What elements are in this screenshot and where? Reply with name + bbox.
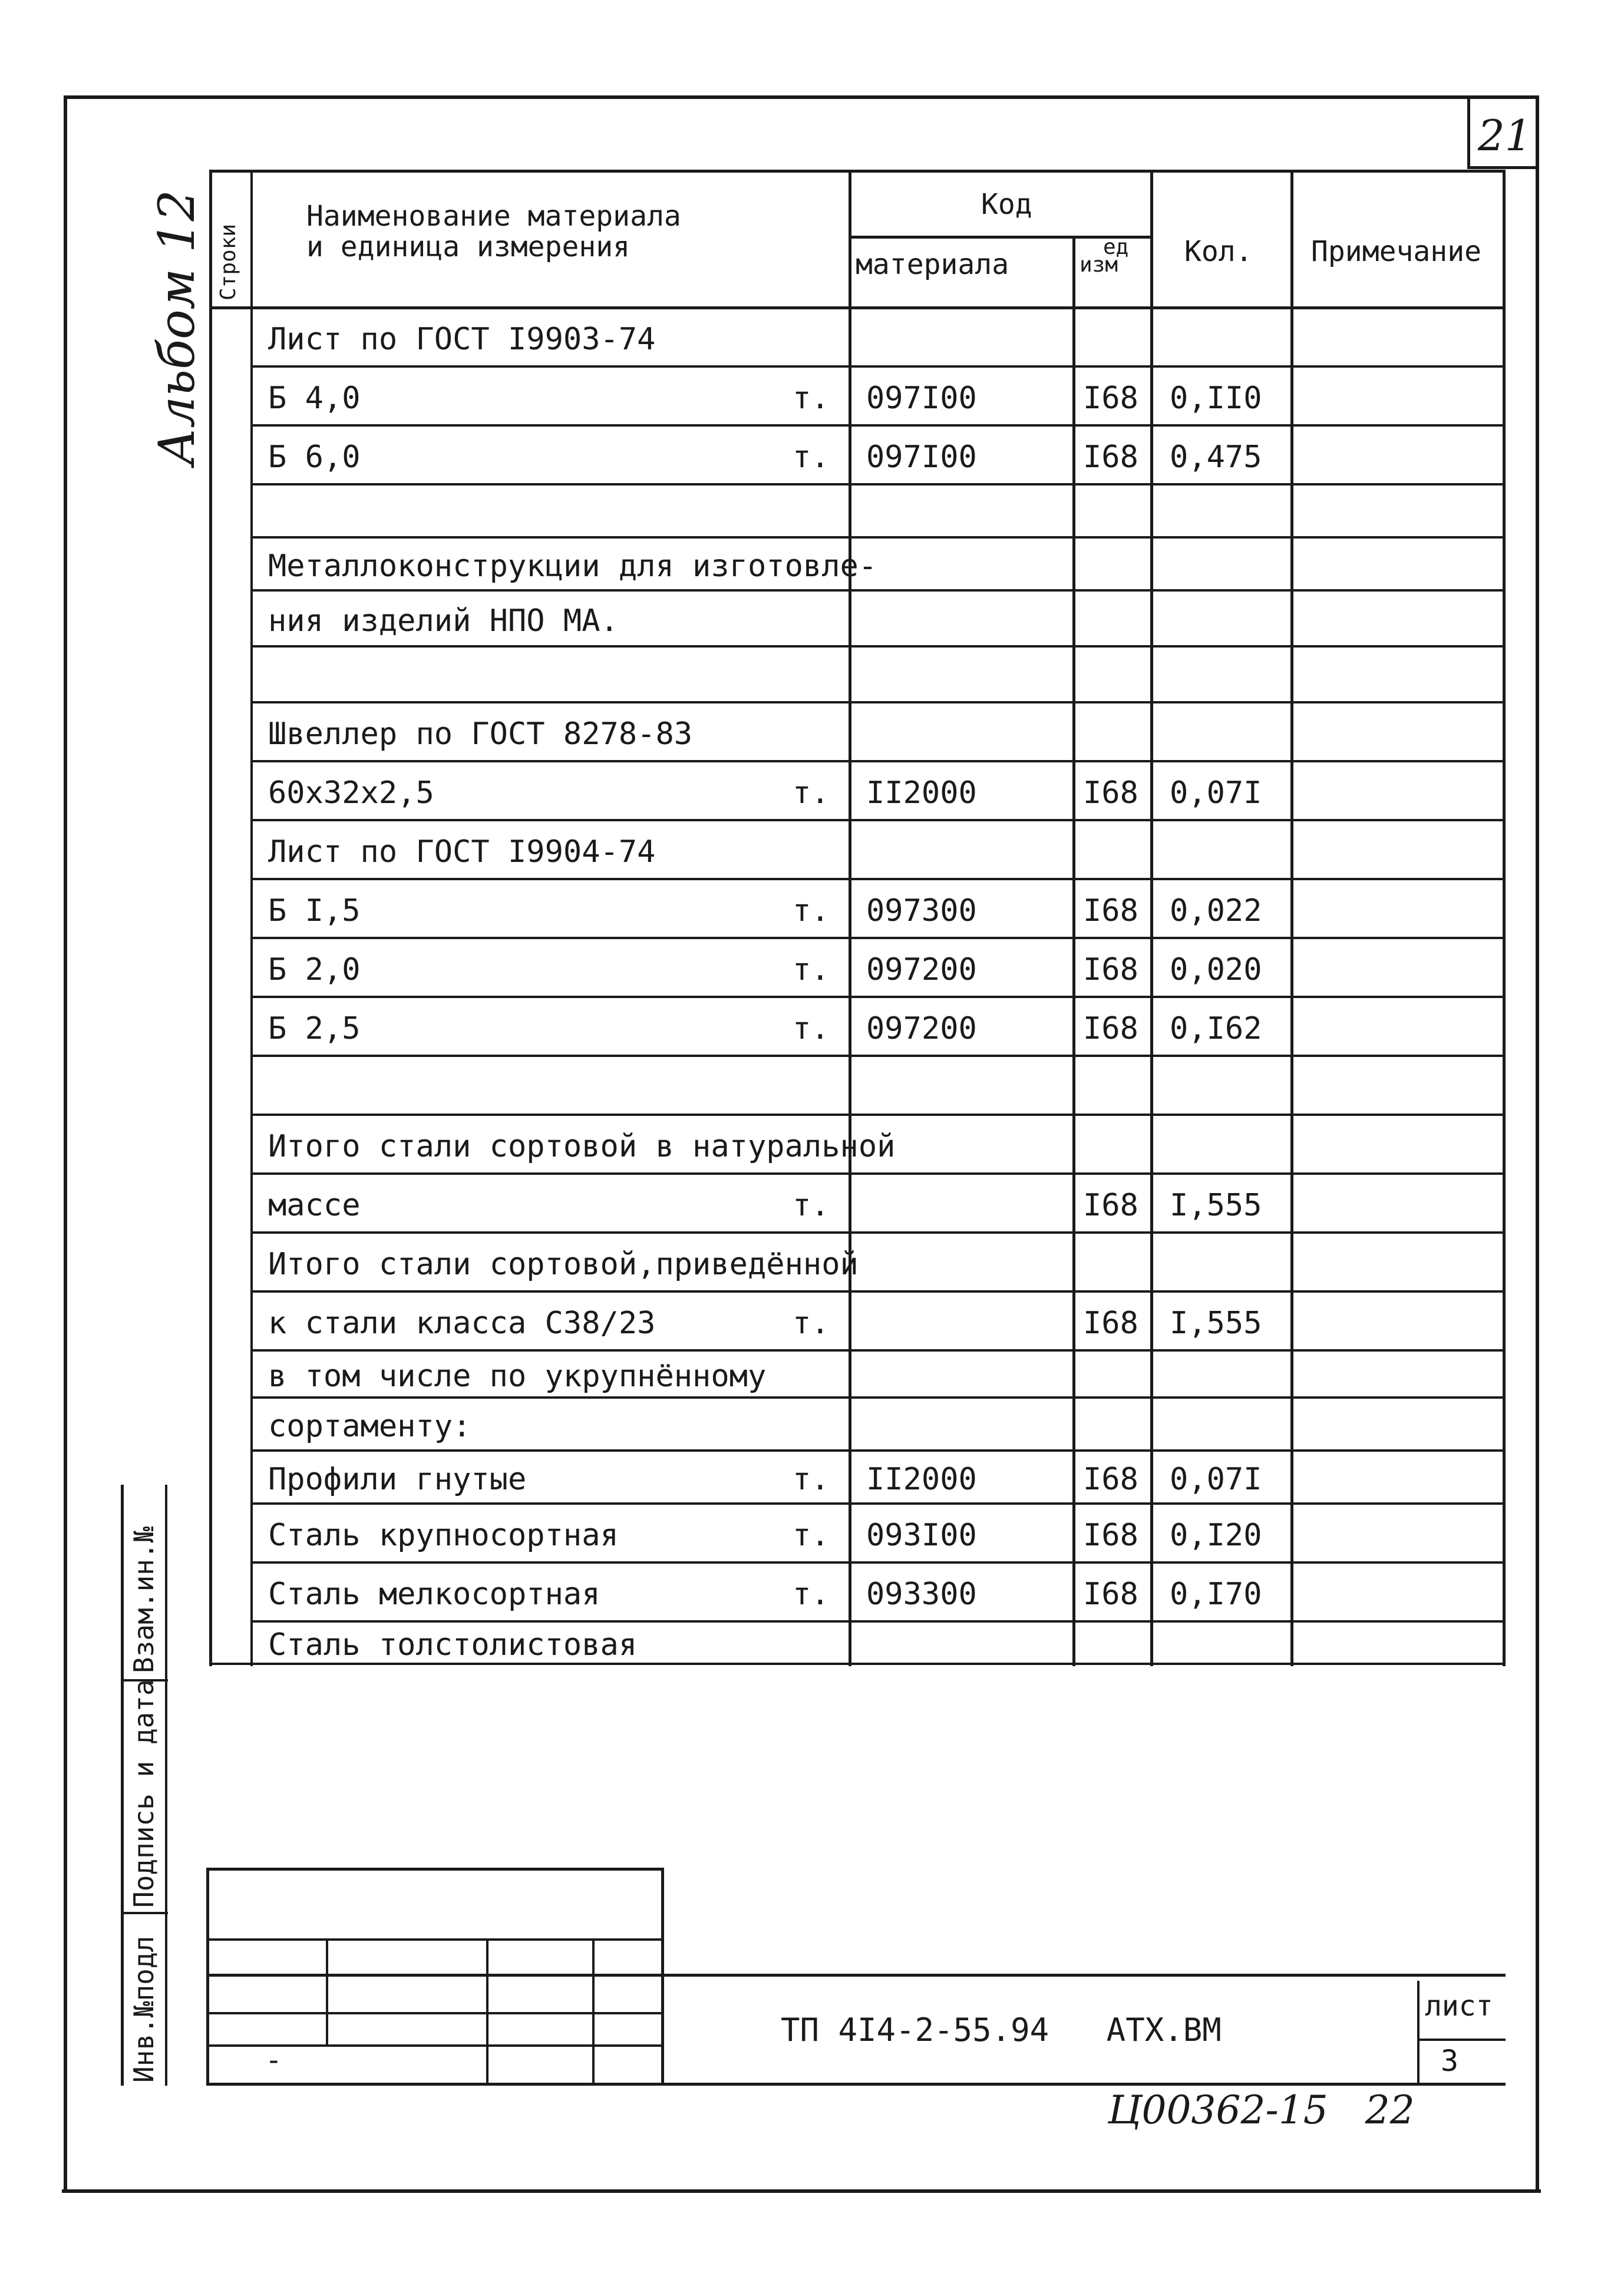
header-name-line2: и единица измерения [306,230,631,263]
tb-left [206,1868,209,2086]
row-measure-code: I68 [1083,440,1138,475]
row-separator [250,589,1506,592]
page-box-bottom [1467,166,1538,169]
row-quantity: 0,07I [1170,1462,1262,1497]
header-unit-line2: изм [1080,253,1118,277]
stamp-mid [165,1485,167,2086]
tb-col1 [326,1938,328,2044]
row-name: Итого стали сортовой,приведённой [268,1247,859,1282]
row-unit: т. [793,1011,830,1046]
row-separator [250,1172,1506,1175]
row-name: 60x32x2,5 [268,775,434,811]
row-measure-code: I68 [1083,1518,1138,1553]
row-unit: т. [793,1462,830,1497]
tb-top-small [206,1868,663,1871]
row-separator [250,645,1506,647]
row-separator [250,483,1506,485]
row-name: Б 4,0 [268,381,361,416]
row-name: в том числе по укрупнённому [268,1359,767,1394]
row-unit: т. [793,893,830,929]
stamp-replacement: Взам.ин.№ [128,1526,160,1673]
tb-row2 [206,1974,1506,1977]
row-material-code: 093300 [866,1577,977,1612]
row-material-code: 097I00 [866,381,977,416]
row-quantity: 0,07I [1170,775,1262,811]
row-unit: т. [793,440,830,475]
row-measure-code: I68 [1083,775,1138,811]
frame-bottom [62,2189,1541,2193]
header-bottom-line [209,306,1506,309]
row-separator [250,1449,1506,1452]
document-code: ТП 4I4-2-55.94 АТХ.ВМ [781,2011,1222,2049]
row-material-code: 097200 [866,1011,977,1046]
table-right-line [1503,170,1506,1666]
row-name: Б 2,5 [268,1011,361,1046]
row-material-code: II2000 [866,775,977,811]
tb-dash: - [265,2044,282,2077]
row-name: Металлоконструкции для изготовле- [268,549,877,584]
stamp-inv-no: Инв.№подл [128,1935,160,2083]
tb-bottom [206,2083,1506,2086]
row-separator [250,1290,1506,1293]
header-qty: Кол. [1184,235,1253,268]
row-separator [250,1231,1506,1234]
tb-col4 [661,1868,664,2086]
row-separator [250,1114,1506,1116]
row-quantity: 0,475 [1170,440,1262,475]
tb-sheet-left [1417,1981,1420,2084]
row-name: сортаменту: [268,1409,471,1444]
sheet-number: 3 [1441,2044,1459,2078]
row-material-code: 097300 [866,893,977,929]
col-meas-right [1150,170,1153,1666]
header-unit-line1: ед [1103,235,1129,259]
row-measure-code: I68 [1083,1306,1138,1341]
table-bottom-line [209,1663,1506,1665]
row-separator [250,365,1506,368]
row-quantity: 0,II0 [1170,381,1262,416]
row-measure-code: I68 [1083,1462,1138,1497]
row-separator [250,937,1506,939]
table-top-line [209,170,1506,173]
row-measure-code: I68 [1083,893,1138,929]
row-quantity: 0,020 [1170,952,1262,987]
row-name: массе [268,1188,361,1223]
row-quantity: I,555 [1170,1188,1262,1223]
row-name: Сталь крупносортная [268,1518,619,1553]
row-material-code: 097I00 [866,440,977,475]
col-name-right [849,170,851,1666]
row-separator [250,1055,1506,1057]
row-measure-code: I68 [1083,381,1138,416]
tb-sheet-mid [1417,2039,1506,2041]
row-name: Б I,5 [268,893,361,929]
row-separator [250,424,1506,427]
row-name: к стали класса С38/23 [268,1306,656,1341]
row-quantity: 0,I20 [1170,1518,1262,1553]
row-separator [250,760,1506,762]
row-name: Швеллер по ГОСТ 8278-83 [268,716,693,752]
tb-col3 [592,1938,595,2083]
row-material-code: 097200 [866,952,977,987]
frame-top [66,95,1539,99]
row-quantity: 0,022 [1170,893,1262,929]
row-measure-code: I68 [1083,1011,1138,1046]
row-unit: т. [793,1188,830,1223]
header-row-label: Строки [216,223,240,300]
row-separator [250,1620,1506,1623]
album-label: Альбом 12 [148,190,206,465]
row-unit: т. [793,1306,830,1341]
row-unit: т. [793,381,830,416]
row-name: Б 2,0 [268,952,361,987]
header-note: Примечание [1311,235,1481,268]
row-name: Лист по ГОСТ I9904-74 [268,834,656,870]
row-name: Сталь мелкосортная [268,1577,600,1612]
row-separator [250,1349,1506,1352]
row-name: Лист по ГОСТ I9903-74 [268,322,656,357]
row-measure-code: I68 [1083,1188,1138,1223]
row-unit: т. [793,1577,830,1612]
row-quantity: 0,I62 [1170,1011,1262,1046]
sheet-label: лист [1425,1990,1493,2023]
row-material-code: 093I00 [866,1518,977,1553]
row-separator [250,536,1506,539]
row-separator [250,819,1506,821]
row-name: ния изделий НПО МА. [268,603,619,639]
row-material-code: II2000 [866,1462,977,1497]
row-name: Профили гнутые [268,1462,527,1497]
row-measure-code: I68 [1083,952,1138,987]
row-separator [250,701,1506,703]
row-quantity: 0,I70 [1170,1577,1262,1612]
row-unit: т. [793,1518,830,1553]
header-code: Код [981,188,1032,221]
row-name: Б 6,0 [268,440,361,475]
frame-left [64,95,67,2193]
row-unit: т. [793,952,830,987]
row-name: Итого стали сортовой в натуральной [268,1129,896,1164]
frame-right [1536,95,1539,2193]
row-separator [250,1502,1506,1505]
stamp-sep2 [121,1912,168,1914]
row-name: Сталь толстолистовая [268,1627,638,1663]
row-separator [250,996,1506,998]
tb-col2 [486,1938,488,2083]
handwritten-code: Ц00362-15 22 [1108,2087,1415,2133]
stamp-signature: Подпись и дата [128,1679,160,1908]
page-box-left [1467,97,1470,168]
row-separator [250,1561,1506,1564]
row-quantity: I,555 [1170,1306,1262,1341]
row-separator [250,1396,1506,1399]
stamp-left [121,1485,124,2086]
row-measure-code: I68 [1083,1577,1138,1612]
page-number: 21 [1478,111,1532,160]
header-material: материала [856,248,1009,281]
table-left-line [209,170,212,1666]
row-unit: т. [793,775,830,811]
table-inner-left [250,170,253,1666]
col-qty-right [1290,170,1293,1666]
row-separator [250,878,1506,880]
header-name-line1: Наименование материала [306,200,681,233]
